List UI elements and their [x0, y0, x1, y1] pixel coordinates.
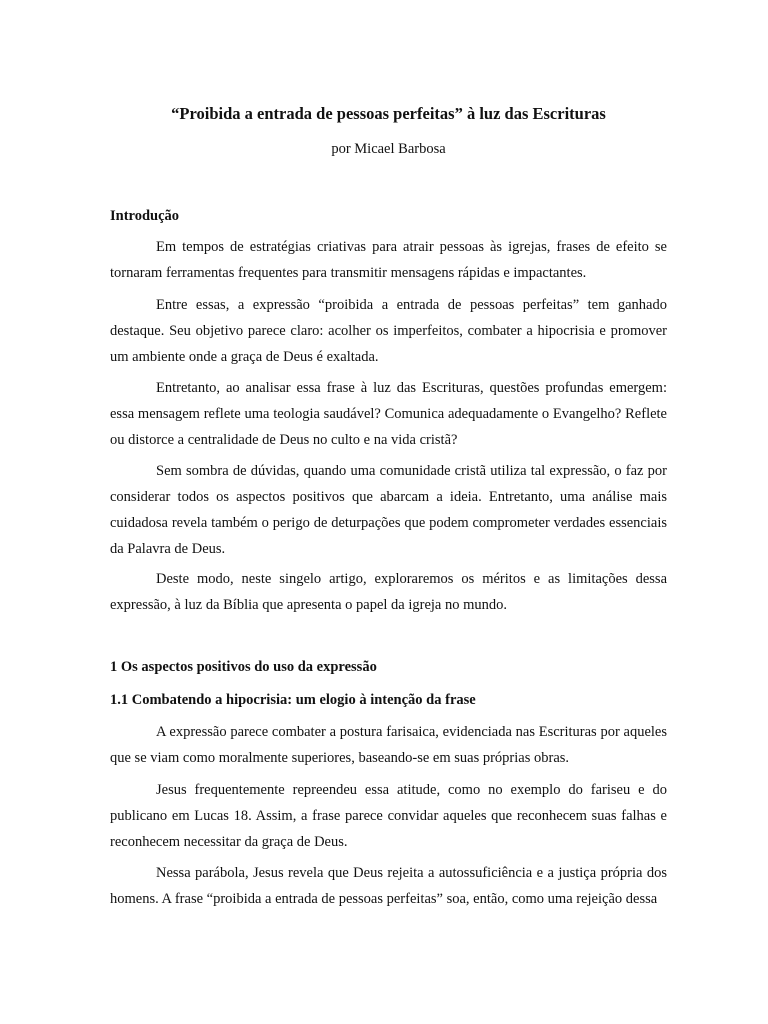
document-title: “Proibida a entrada de pessoas perfeitas” à luz das Escrituras: [171, 104, 606, 123]
section-1-1-paragraph-3: Nessa parábola, Jesus revela que Deus rejeita a autossuficiência e a justiça própria dos homens. A frase “proibida a entrada de pessoas perfeitas” soa, então, como uma rejeição dessa: [110, 865, 667, 907]
intro-heading: Introdução: [110, 208, 180, 224]
section-1-1-heading: 1.1 Combatendo a hipocrisia: um elogio à intenção da frase: [110, 692, 476, 708]
intro-paragraph-5: Deste modo, neste singelo artigo, exploraremos os méritos e as limitações dessa expressão, à luz da Bíblia que apresenta o papel da igreja no mundo.: [110, 571, 667, 613]
document-author: por Micael Barbosa: [331, 141, 446, 157]
intro-paragraph-2: Entre essas, a expressão “proibida a entrada de pessoas perfeitas” tem ganhado destaque. Seu objetivo parece claro: acolher os imperfeitos, combater a hipocrisia e promover um ambiente onde a graça de Deus é exaltada.: [110, 297, 667, 365]
intro-paragraph-1: Em tempos de estratégias criativas para atrair pessoas às igrejas, frases de efeito se tornaram ferramentas frequentes para transmitir mensagens rápidas e impactantes.: [110, 239, 667, 281]
section-1-1-paragraph-1: A expressão parece combater a postura farisaica, evidenciada nas Escrituras por aqueles que se viam como moralmente superiores, baseando-se em suas próprias obras.: [110, 724, 667, 766]
section-1-1-paragraph-2: Jesus frequentemente repreendeu essa atitude, como no exemplo do fariseu e do publicano em Lucas 18. Assim, a frase parece convidar aqueles que reconhecem suas falhas e reconhecem necessitar da graça de Deus.: [110, 782, 667, 850]
section-1-heading: 1 Os aspectos positivos do uso da expressão: [110, 659, 377, 675]
intro-paragraph-4: Sem sombra de dúvidas, quando uma comunidade cristã utiliza tal expressão, o faz por considerar todos os aspectos positivos que abarcam a ideia. Entretanto, uma análise mais cuidadosa revela também o perigo de deturpações que podem comprometer verdades essenciais da Palavra de Deus.: [110, 463, 667, 557]
intro-paragraph-3: Entretanto, ao analisar essa frase à luz das Escrituras, questões profundas emergem: essa mensagem reflete uma teologia saudável? Comunica adequadamente o Evangelho? Reflete ou distorce a centralidade de Deus no culto e na vida cristã?: [110, 380, 667, 448]
